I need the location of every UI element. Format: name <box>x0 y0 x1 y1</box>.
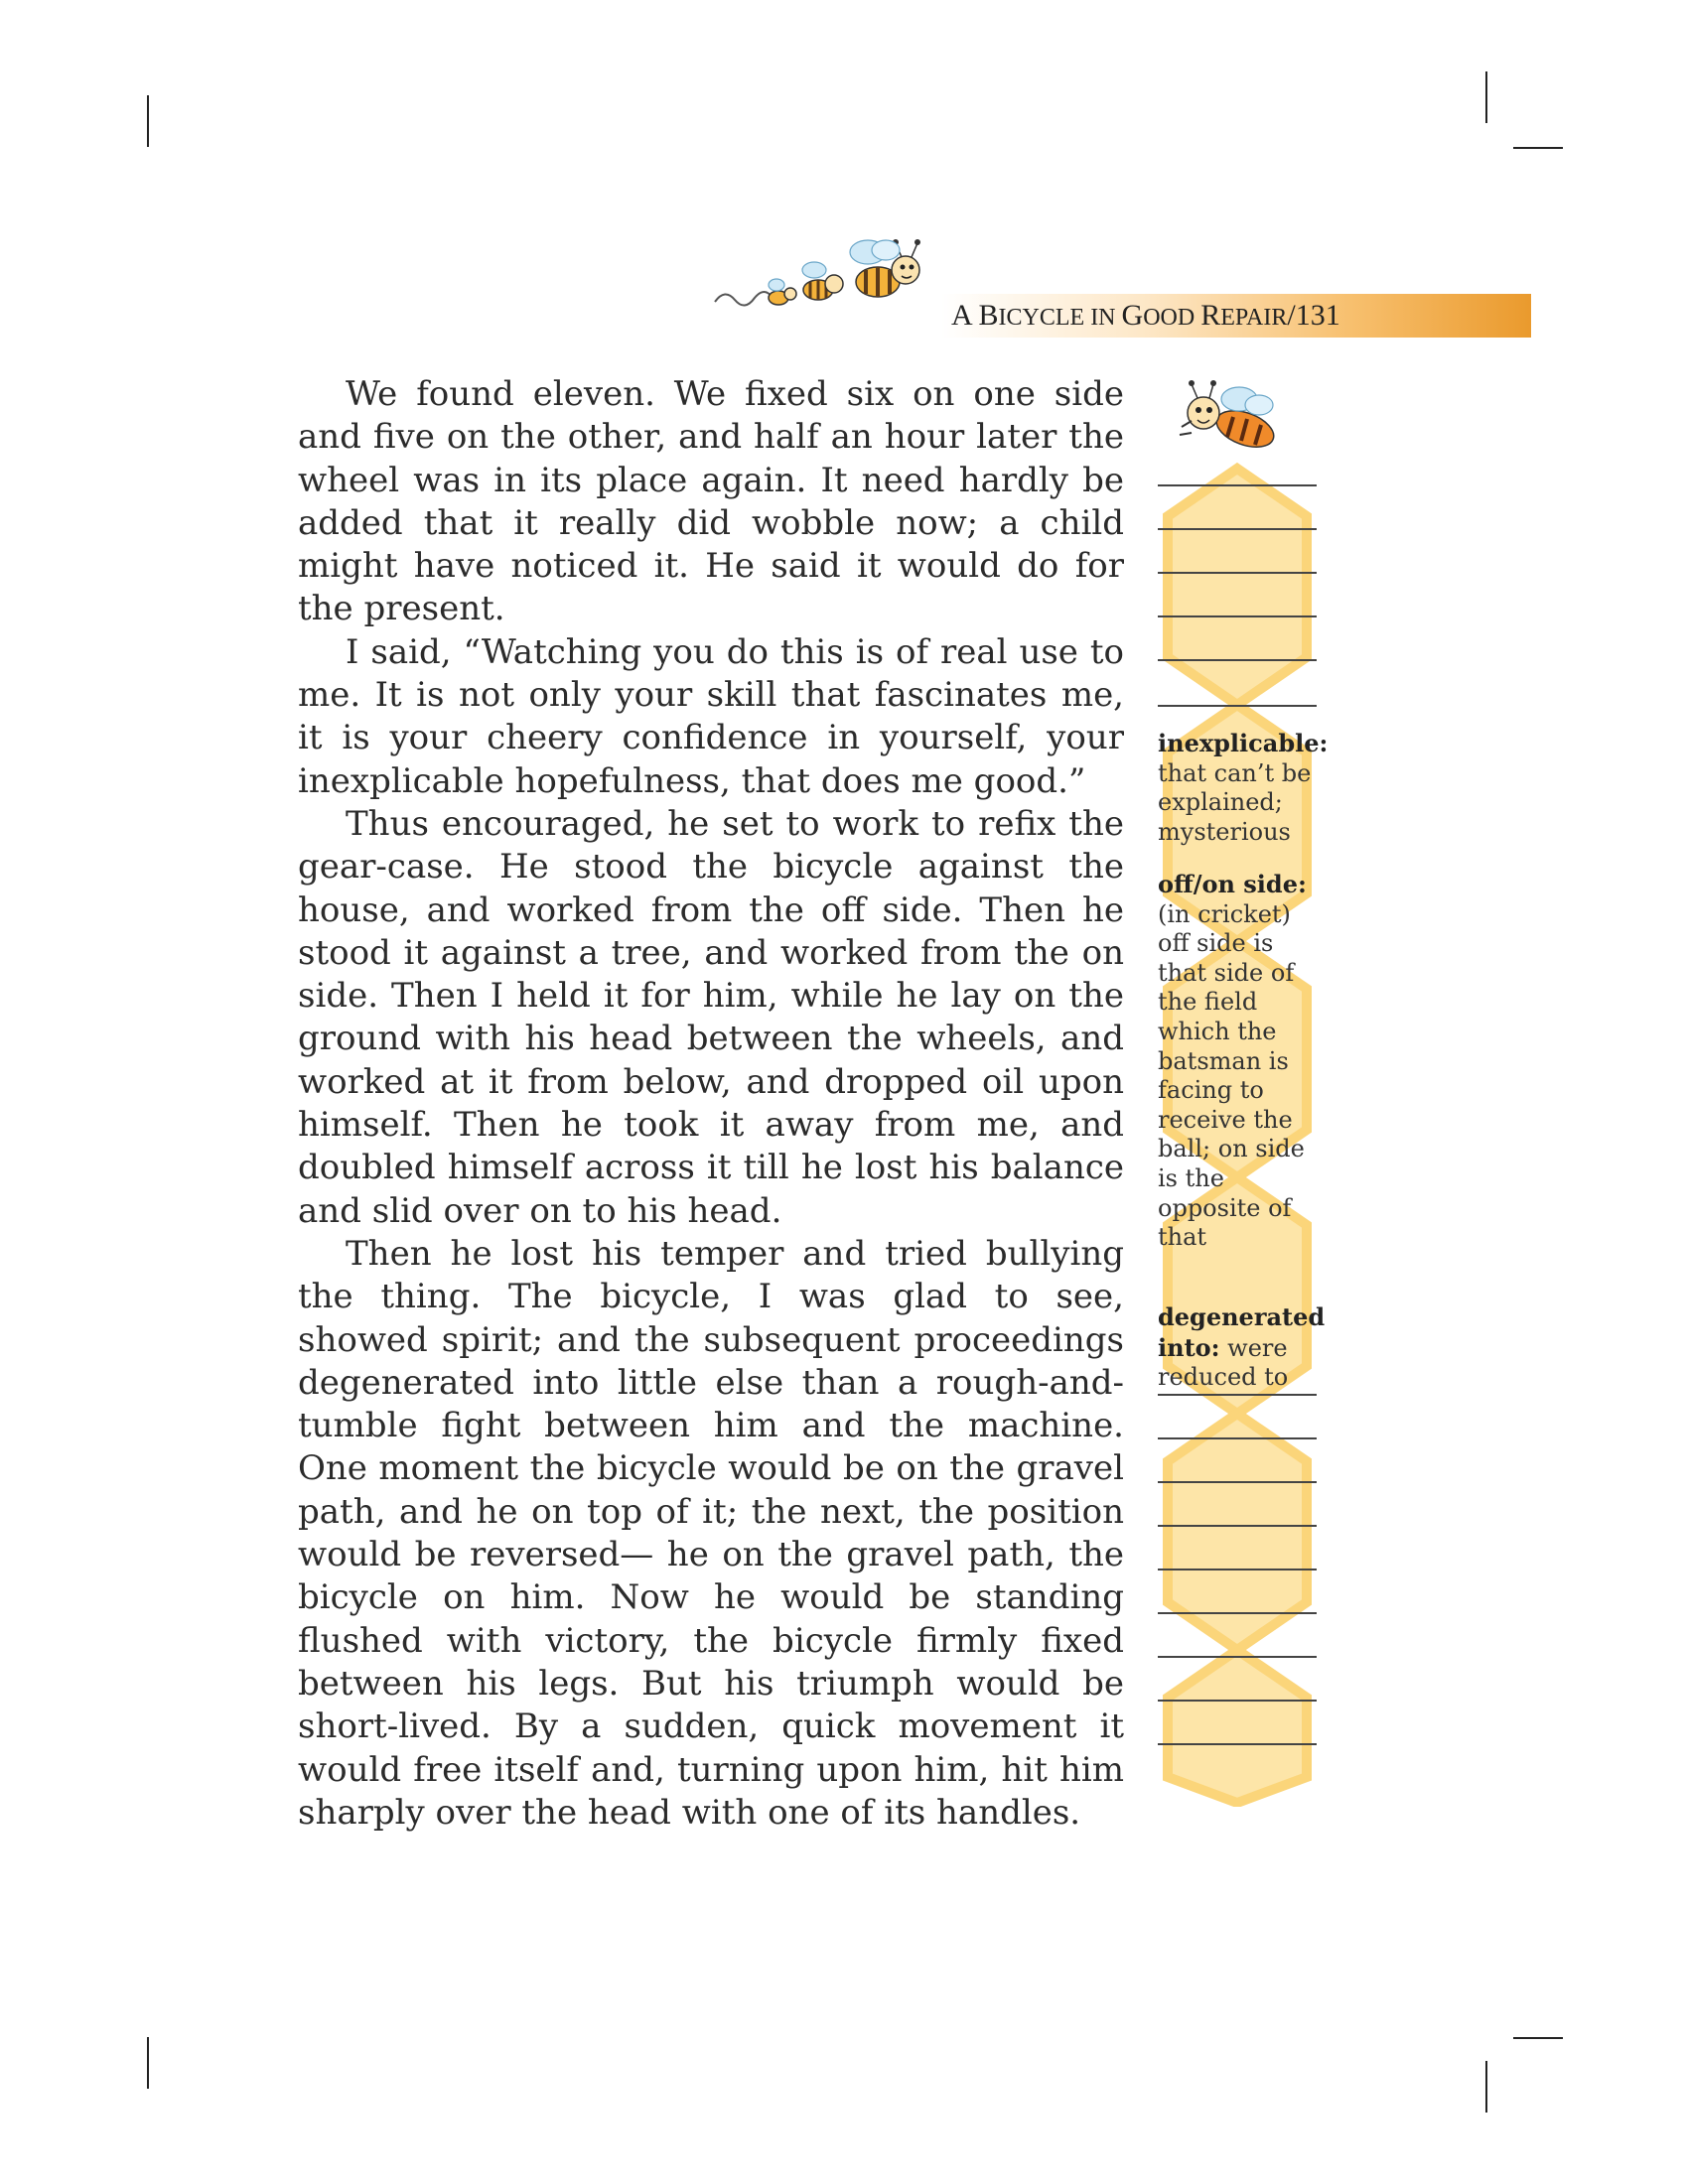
header-title-epair: EPAIR <box>1220 305 1288 331</box>
glossary-entry-inexplicable <box>1158 729 1327 847</box>
glossary-entry-off-on-side <box>1158 870 1327 1253</box>
glossary-term: off/on side: <box>1158 870 1307 898</box>
header-title-icycle: ICYCLE IN <box>998 305 1122 331</box>
bee-large-icon <box>850 239 920 297</box>
header-title-g: G <box>1121 299 1144 332</box>
bee-margin-icon <box>1168 377 1287 467</box>
glossary-term: degenerated into: <box>1158 1302 1326 1362</box>
bee-tiny-icon <box>769 279 796 305</box>
header-separator: / <box>1287 299 1296 332</box>
crop-mark-top-right-horizontal <box>1513 147 1563 149</box>
glossary-definition: that can’t be explained; mysterious <box>1158 758 1312 846</box>
note-line <box>1158 1743 1317 1745</box>
note-line <box>1158 484 1317 486</box>
glossary-entry-degenerated-into <box>1158 1302 1327 1393</box>
body-text <box>298 373 1124 1835</box>
note-line <box>1158 1481 1317 1483</box>
note-line <box>1158 705 1317 707</box>
running-header <box>951 294 1340 338</box>
note-line <box>1158 1525 1317 1527</box>
glossary-term: inexplicable: <box>1158 729 1329 757</box>
crop-mark-top-right-vertical <box>1485 71 1487 123</box>
crop-mark-bottom-right-horizontal <box>1513 2037 1563 2039</box>
crop-mark-bottom-right-vertical <box>1485 2061 1487 2113</box>
paragraph-4: Then he lost his temper and tried bullying the thing. The bicycle, I was glad to see, showed spirit; and the subsequent proceedings degenerated into little else than a rough-and-tumble fight between him and the machine. One moment the bicycle would be on the gravel path, and he on top of it; the next, the position would be reversed— he on the gravel path, the bicycle on him. Now he would be standing flushed with victory, the bicycle firmly fixed between his legs. But his triumph would be short-lived. By a sudden, quick movement it would free itself and, turning upon him, hit him sharply over the head with one of its handles. <box>298 1233 1124 1833</box>
note-line <box>1158 1656 1317 1658</box>
page-number: 131 <box>1295 299 1340 332</box>
paragraph-2: I said, “Watching you do this is of real use to me. It is not only your skill that fascinates me, it is your cheery confidence in yourself, your inexplicable hopefulness, that does me good.” <box>298 631 1124 801</box>
paragraph-1: We found eleven. We fixed six on one side and five on the other, and half an hour later the wheel was in its place again. It need hardly be added that it really did wobble now; a child might have noticed it. He said it would do for the present. <box>298 374 1124 629</box>
note-line <box>1158 1612 1317 1614</box>
note-line <box>1158 1394 1317 1396</box>
header-title-a: A B <box>951 299 999 332</box>
note-line <box>1158 572 1317 574</box>
note-line <box>1158 659 1317 661</box>
glossary-definition: (in cricket) off side is that side of the field which the batsman is facing to receive the ball; on side is the opposite of that <box>1158 899 1305 1252</box>
glossary-definition: were reduced to <box>1158 1333 1289 1392</box>
paragraph-3: Thus encouraged, he set to work to refix the gear-case. He stood the bicycle against the house, and worked from the off side. Then he stood it against a tree, and worked from the on side. Then I held it for him, while he lay on the ground with his head between the wheels, and worked at it from below, and dropped oil upon himself. Then he took it away from me, and doubled himself across it till he lost his balance and slid over on to his head. <box>298 803 1124 1231</box>
note-line <box>1158 1700 1317 1702</box>
note-line <box>1158 1569 1317 1570</box>
bee-small-icon <box>802 262 843 300</box>
note-line <box>1158 528 1317 530</box>
bees-illustration <box>711 230 949 330</box>
glossary-column <box>1158 377 1327 1807</box>
crop-mark-bottom-left <box>147 2037 149 2089</box>
header-title-r: R <box>1200 299 1221 332</box>
crop-mark-top-left <box>147 95 149 147</box>
header-title-ood: OOD <box>1143 305 1201 331</box>
note-line <box>1158 1437 1317 1439</box>
note-line <box>1158 615 1317 617</box>
